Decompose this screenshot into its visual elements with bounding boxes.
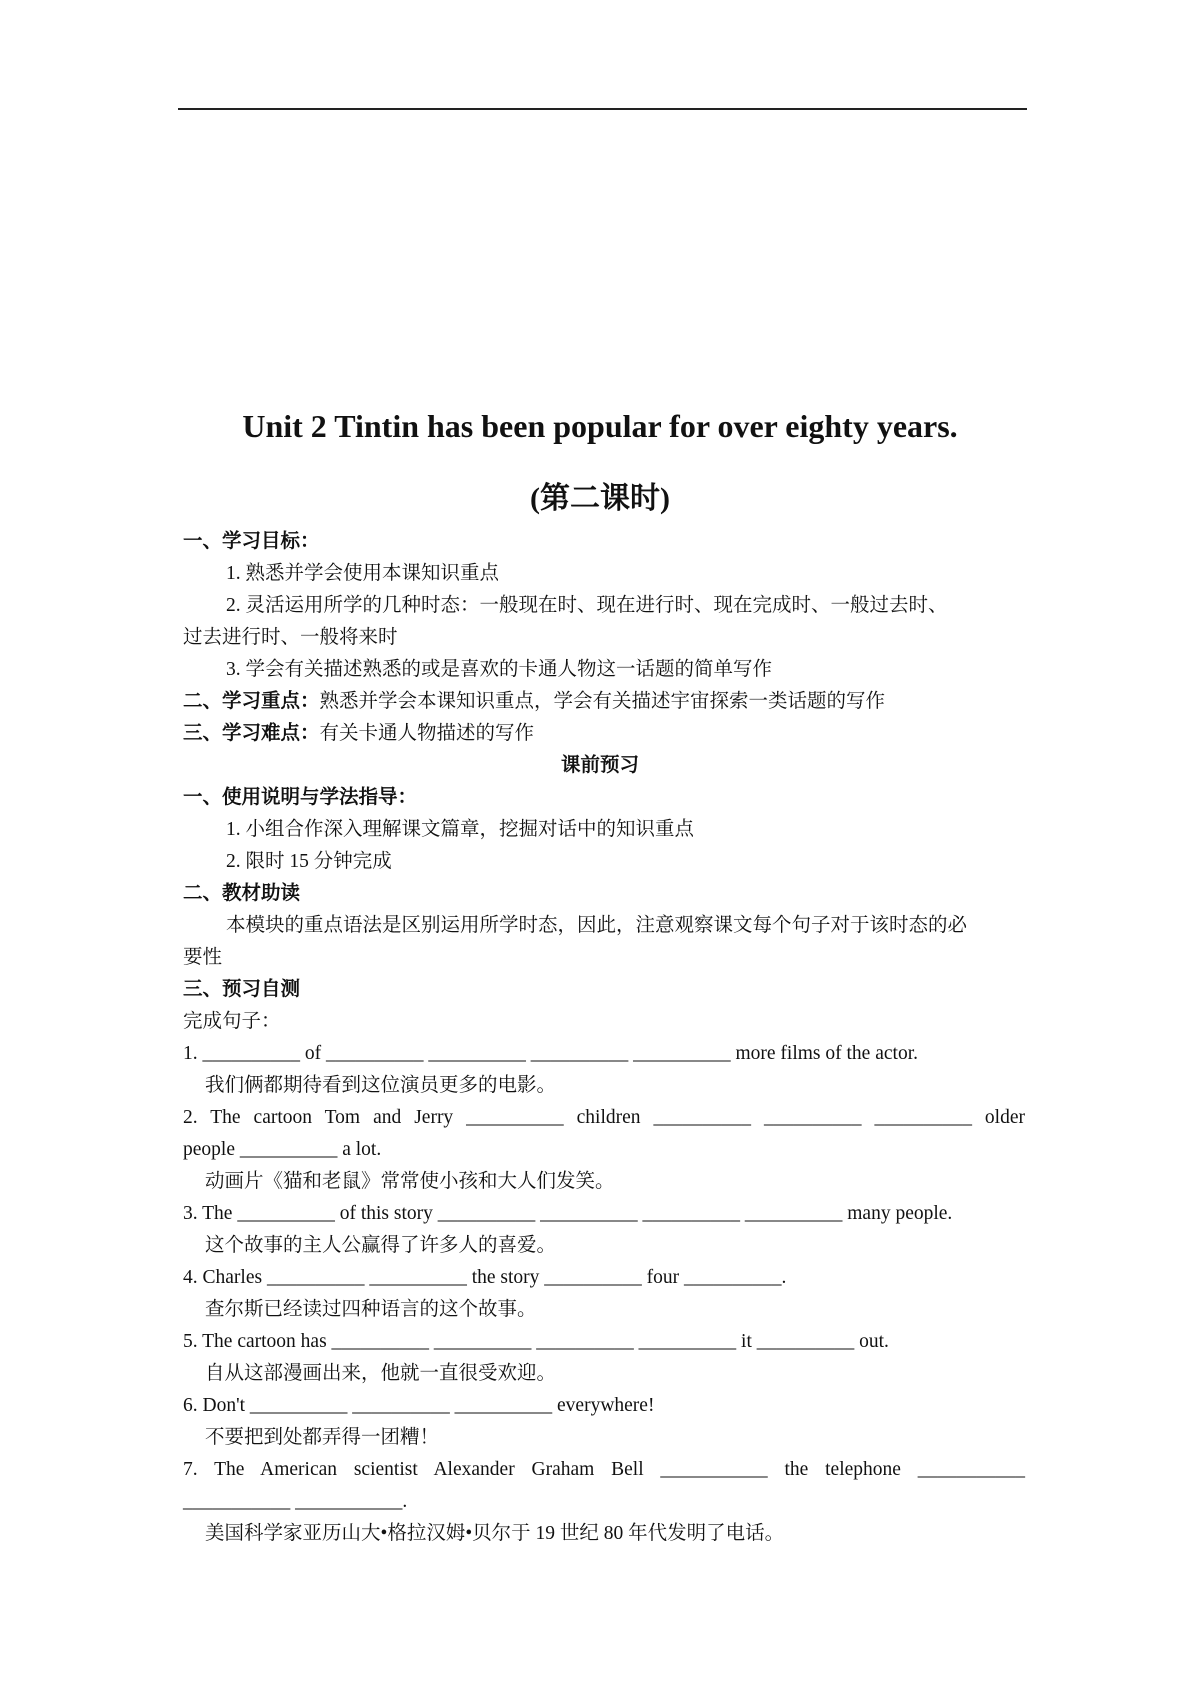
reading-text: 本模块的重点语法是区别运用所学时态，因此，注意观察课文每个句子对于该时态的必 bbox=[226, 915, 968, 936]
header-rule bbox=[178, 108, 1027, 110]
document-title: Unit 2 Tintin has been popular for over eighty years. bbox=[242, 408, 958, 444]
objective-item-continued: 过去进行时、一般将来时 bbox=[183, 627, 398, 648]
difficulties-text: 有关卡通人物描述的写作 bbox=[319, 723, 535, 744]
task-label: 完成句子： bbox=[183, 1011, 281, 1032]
exercise-translation: 这个故事的主人公赢得了许多人的喜爱。 bbox=[205, 1235, 557, 1256]
exercise-translation: 自从这部漫画出来，他就一直很受欢迎。 bbox=[205, 1363, 557, 1384]
exercise-sentence: 1. __________ of __________ __________ __________ __________ more films of the actor. bbox=[183, 1043, 918, 1064]
difficulties-line bbox=[183, 722, 534, 746]
exercise-sentence: 6. Don't __________ __________ __________ everywhere! bbox=[183, 1395, 655, 1416]
exercise-translation: 查尔斯已经读过四种语言的这个故事。 bbox=[205, 1299, 537, 1320]
objective-item: 1. 熟悉并学会使用本课知识重点 bbox=[226, 563, 500, 584]
instructions-heading: 一、使用说明与学法指导： bbox=[183, 787, 418, 808]
exercise-sentence: 2. The cartoon Tom and Jerry __________ children __________ __________ __________ older bbox=[183, 1107, 1025, 1128]
exercise-sentence-continued: people __________ a lot. bbox=[183, 1139, 382, 1160]
objectives-heading: 一、学习目标： bbox=[183, 531, 320, 552]
difficulties-heading: 三、学习难点： bbox=[183, 723, 320, 744]
exercise-translation: 我们俩都期待看到这位演员更多的电影。 bbox=[205, 1075, 557, 1096]
key-points-heading: 二、学习重点： bbox=[183, 691, 320, 712]
instruction-item: 2. 限时 15 分钟完成 bbox=[226, 851, 392, 872]
preview-heading: 课前预习 bbox=[560, 755, 639, 776]
exercise-translation: 美国科学家亚历山大•格拉汉姆•贝尔于 19 世纪 80 年代发明了电话。 bbox=[205, 1523, 785, 1544]
exercise-translation: 动画片《猫和老鼠》常常使小孩和大人们发笑。 bbox=[205, 1171, 615, 1192]
objective-item: 2. 灵活运用所学的几种时态：一般现在时、现在进行时、现在完成时、一般过去时、 bbox=[226, 595, 948, 616]
selftest-heading: 三、预习自测 bbox=[183, 979, 301, 1000]
instruction-item: 1. 小组合作深入理解课文篇章，挖掘对话中的知识重点 bbox=[226, 819, 695, 840]
objective-item: 3. 学会有关描述熟悉的或是喜欢的卡通人物这一话题的简单写作 bbox=[226, 659, 773, 680]
exercise-sentence: 5. The cartoon has __________ __________ __________ __________ it __________ out. bbox=[183, 1331, 889, 1352]
key-points-text: 熟悉并学会本课知识重点，学会有关描述宇宙探索一类话题的写作 bbox=[319, 691, 886, 712]
reading-heading: 二、教材助读 bbox=[183, 883, 301, 904]
exercise-sentence: 4. Charles __________ __________ the story __________ four __________. bbox=[183, 1267, 787, 1288]
document-subtitle: (第二课时) bbox=[530, 482, 670, 515]
exercise-sentence: 7. The American scientist Alexander Graham Bell ___________ the telephone ___________ bbox=[183, 1459, 1025, 1480]
key-points-line bbox=[183, 690, 885, 714]
exercise-translation: 不要把到处都弄得一团糟！ bbox=[205, 1427, 440, 1448]
reading-text-continued: 要性 bbox=[183, 947, 223, 968]
exercise-sentence-continued: ___________ ___________. bbox=[183, 1491, 408, 1512]
exercise-sentence: 3. The __________ of this story __________ __________ __________ __________ many people. bbox=[183, 1203, 953, 1224]
